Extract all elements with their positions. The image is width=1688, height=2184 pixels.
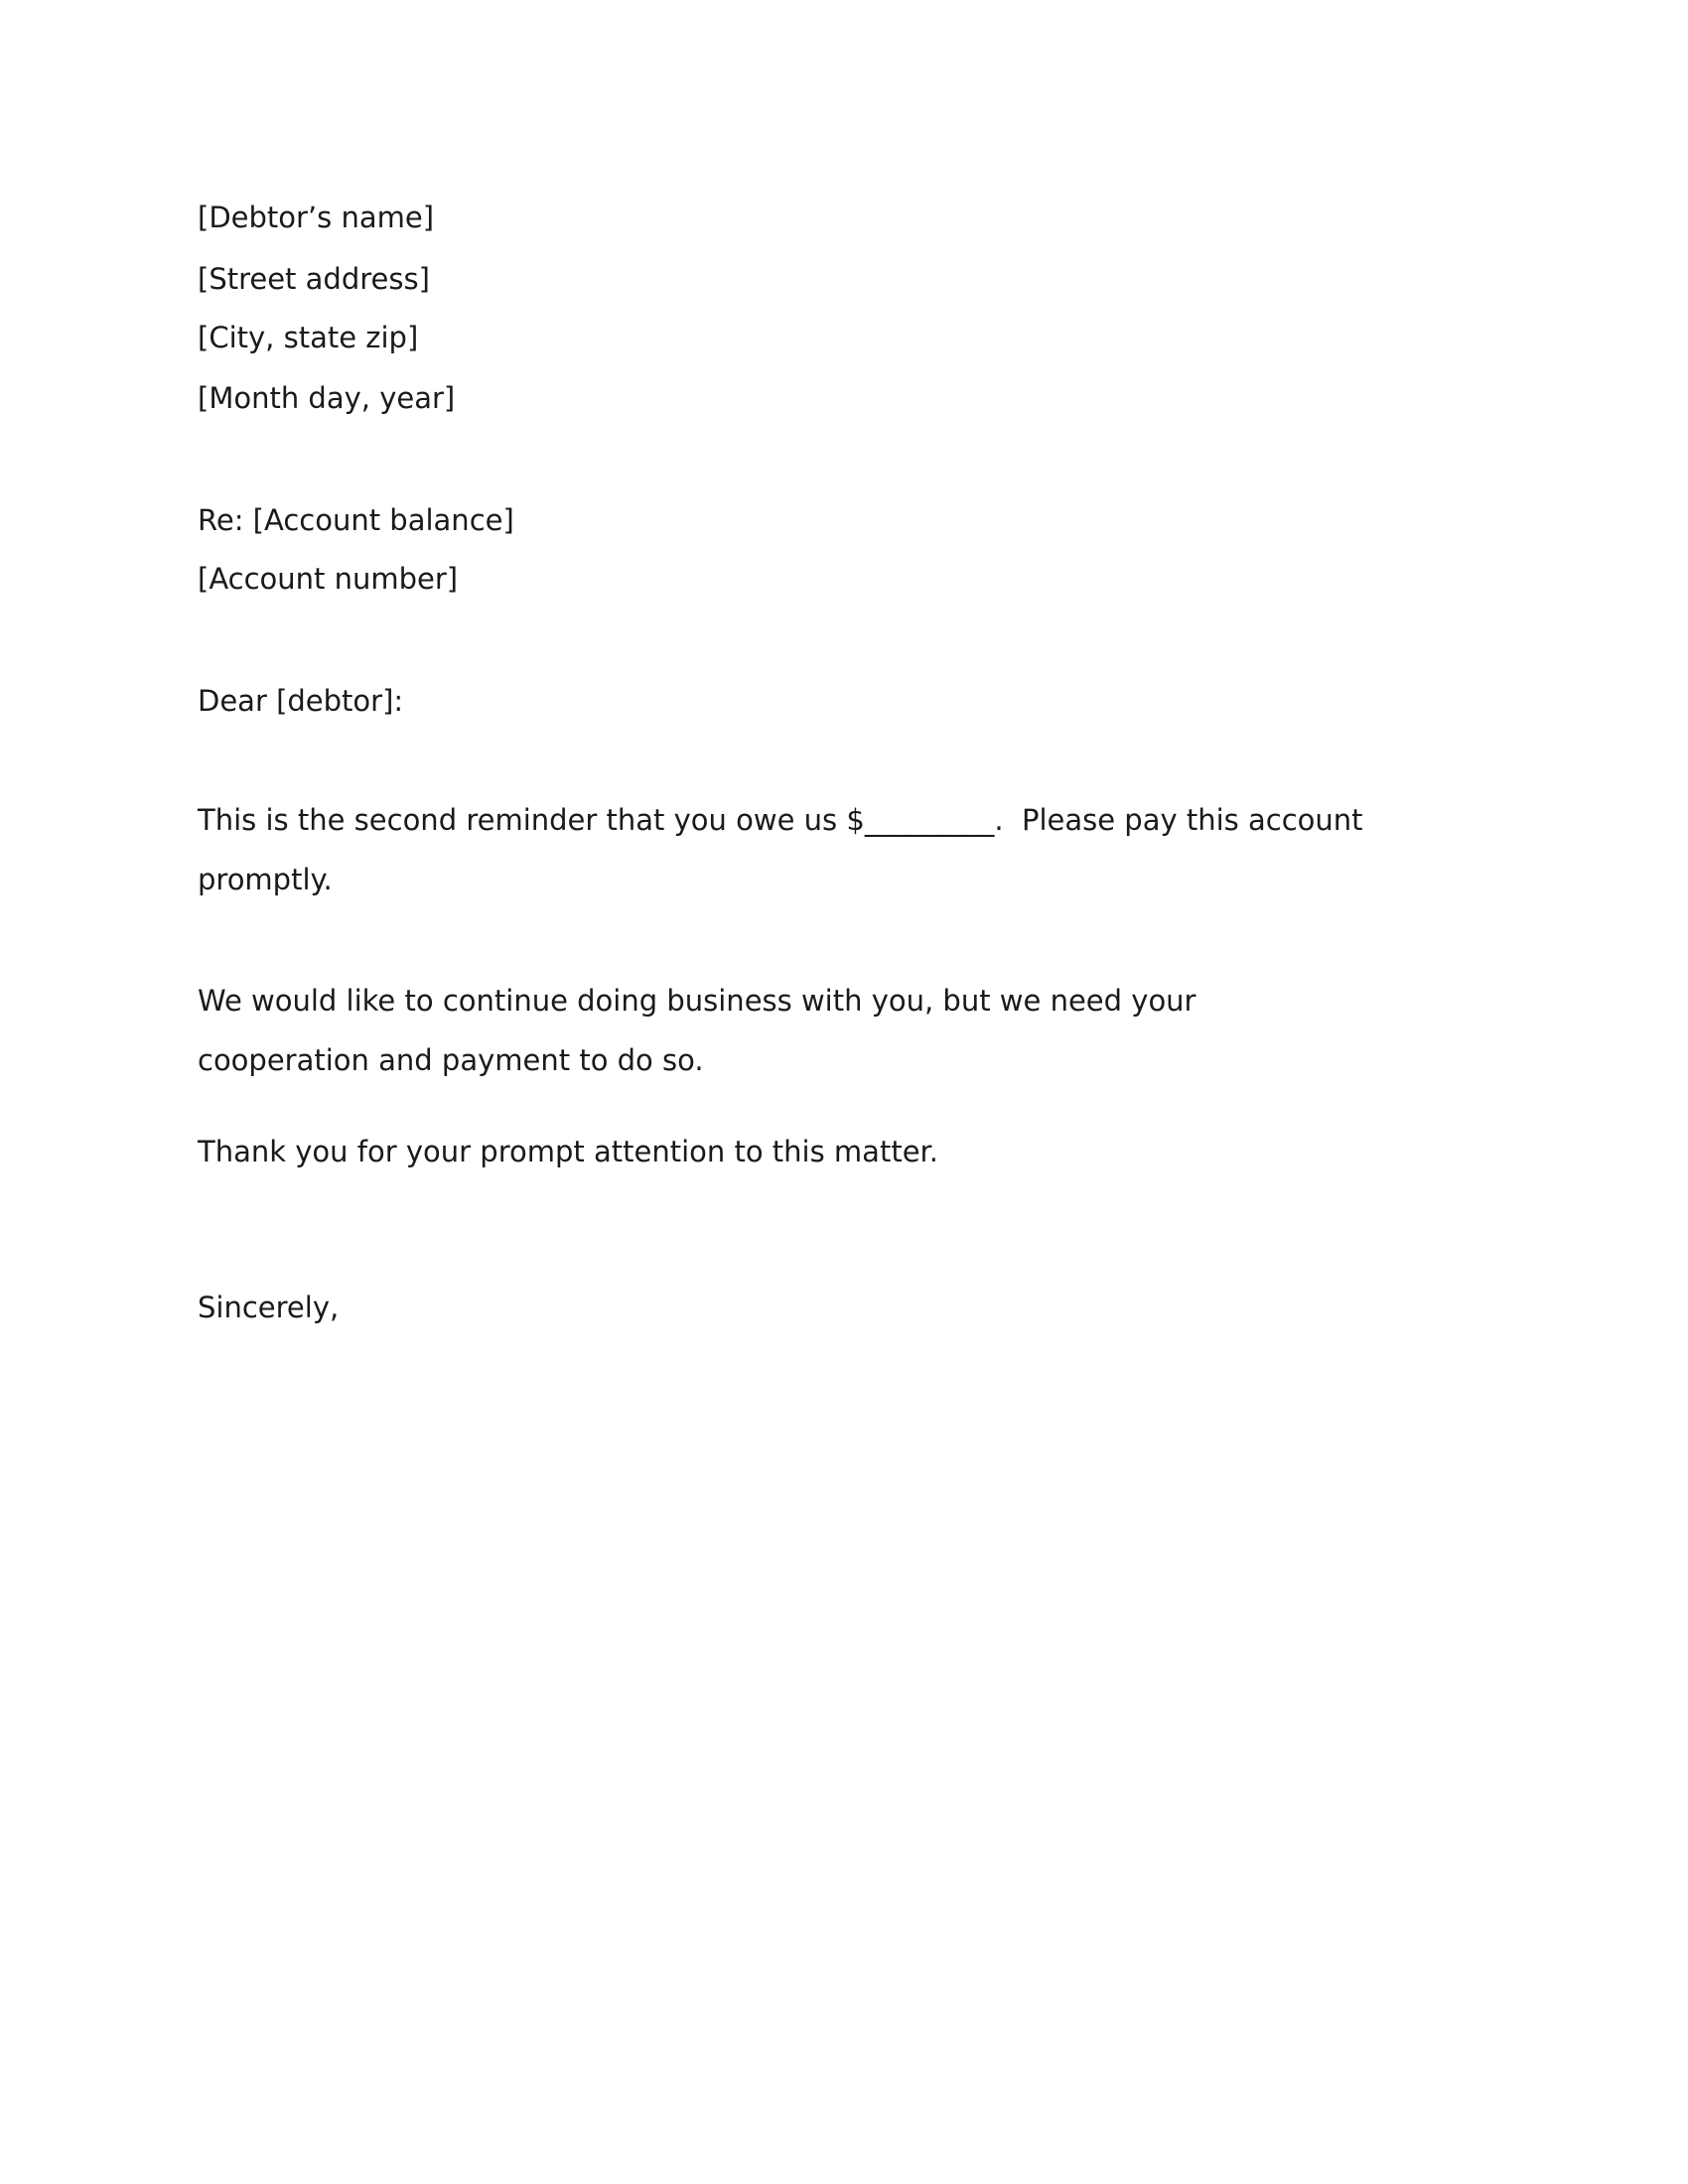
city-state-zip: [City, state zip] [198,321,419,354]
re-account-balance: Re: [Account balance] [198,503,514,537]
paragraph-1-line-1: This is the second reminder that you owe us $_________. Please pay this account [198,803,1363,837]
paragraph-2-line-1: We would like to continue doing business with you, but we need your [198,984,1196,1018]
paragraph-1-line-2: promptly. [198,863,333,896]
street-address: [Street address] [198,262,430,296]
paragraph-3: Thank you for your prompt attention to this matter. [198,1135,939,1168]
account-number: [Account number] [198,562,459,596]
paragraph-2-line-2: cooperation and payment to do so. [198,1043,704,1077]
closing: Sincerely, [198,1291,340,1324]
date: [Month day, year] [198,381,456,415]
salutation: Dear [debtor]: [198,684,404,718]
debtor-name: [Debtor’s name] [198,201,435,234]
